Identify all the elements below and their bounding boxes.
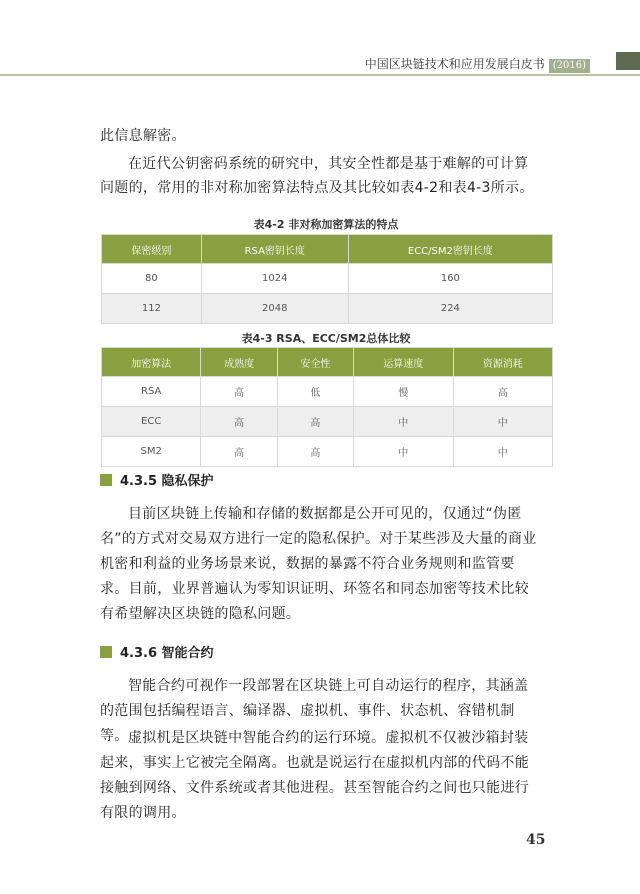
table-cell: 中 [354,437,453,467]
table-row [102,437,553,467]
section-title: 4.3.5 隐私保护 [120,474,214,489]
table-cell: 高 [277,437,353,467]
table-4-2-caption: 表4-2 非对称加密算法的特点 [253,218,399,231]
table-cell: 高 [201,437,277,467]
paragraph-1: 此信息解密。 [100,128,186,144]
table-cell: 慢 [354,377,453,407]
section-4-3-5-heading [100,470,214,489]
table-header-cell: 保密级别 [102,235,202,264]
section-4-3-5-body: 目前区块链上传输和存储的数据都是公开可见的，仅通过“伪匿名”的方式对交易双方进行一定的隐私保护。对于某些涉及大量的商业机密和利益的业务场景来说，数据的暴露不符合业务规则和监管要求。目前，业界普遍认为零知识证明、环签名和同态加密等技术比较有希望解决区块链的隐私问题。 [100,506,537,622]
table-cell: ECC [102,407,201,437]
table-header-cell: 安全性 [277,348,353,377]
table-cell: 高 [201,377,277,407]
section-marker-icon [100,646,112,658]
table-cell: 中 [354,407,453,437]
table-header-row [102,235,553,264]
paragraph-2: 在近代公钥密码系统的研究中，其安全性都是基于难解的可计算问题的，常用的非对称加密算法特点及其比较如表4-2和表4-3所示。 [100,156,534,196]
header-title-text: 中国区块链技术和应用发展白皮书 [364,57,545,71]
table-cell: SM2 [102,437,201,467]
table-header-cell: RSA密钥长度 [201,235,348,264]
table-header-row [102,348,553,377]
section-title: 4.3.6 智能合约 [120,646,214,661]
table-cell: 112 [102,294,202,324]
table-header-cell: ECC/SM2密钥长度 [348,235,552,264]
table-header-cell: 加密算法 [102,348,201,377]
table-cell: 80 [102,264,202,294]
table-row [102,294,553,324]
table-header-cell: 资源消耗 [453,348,553,377]
section-marker-icon [100,474,112,486]
table-cell: 低 [277,377,353,407]
table-cell: 高 [277,407,353,437]
table-cell: 1024 [201,264,348,294]
table-4-2 [101,234,553,324]
table-cell: 高 [453,377,553,407]
table-cell: 中 [453,407,553,437]
page-number: 45 [526,832,546,848]
header-tab-block [616,52,640,70]
table-cell: 中 [453,437,553,467]
table-header-cell: 成熟度 [201,348,277,377]
table-4-3 [101,347,553,467]
table-cell: 高 [201,407,277,437]
running-title [365,55,590,73]
section-4-3-6-body-1: 智能合约可视作一段部署在区块链上可自动运行的程序，其涵盖的范围包括编程语言、编译器、虚拟机、事件、状态机、容错机制等。 [100,678,529,744]
section-4-3-6-heading [100,642,214,661]
table-cell: 224 [348,294,552,324]
table-row [102,377,553,407]
section-4-3-6-body-2: 虚拟机是区块链中智能合约的运行环境。虚拟机不仅被沙箱封装起来，事实上它被完全隔离。也就是说运行在虚拟机内部的代码不能接触到网络、文件系统或者其他进程。甚至智能合约之间也只能进行有限的调用。 [100,730,529,821]
table-header-cell: 运算速度 [354,348,453,377]
table-4-3-caption: 表4-3 RSA、ECC/SM2总体比较 [241,332,411,345]
table-cell: 2048 [201,294,348,324]
header-rule [0,74,640,76]
page-header [0,0,640,78]
year-badge: (2016) [549,59,590,73]
table-row [102,264,553,294]
table-cell: RSA [102,377,201,407]
table-row [102,407,553,437]
table-cell: 160 [348,264,552,294]
